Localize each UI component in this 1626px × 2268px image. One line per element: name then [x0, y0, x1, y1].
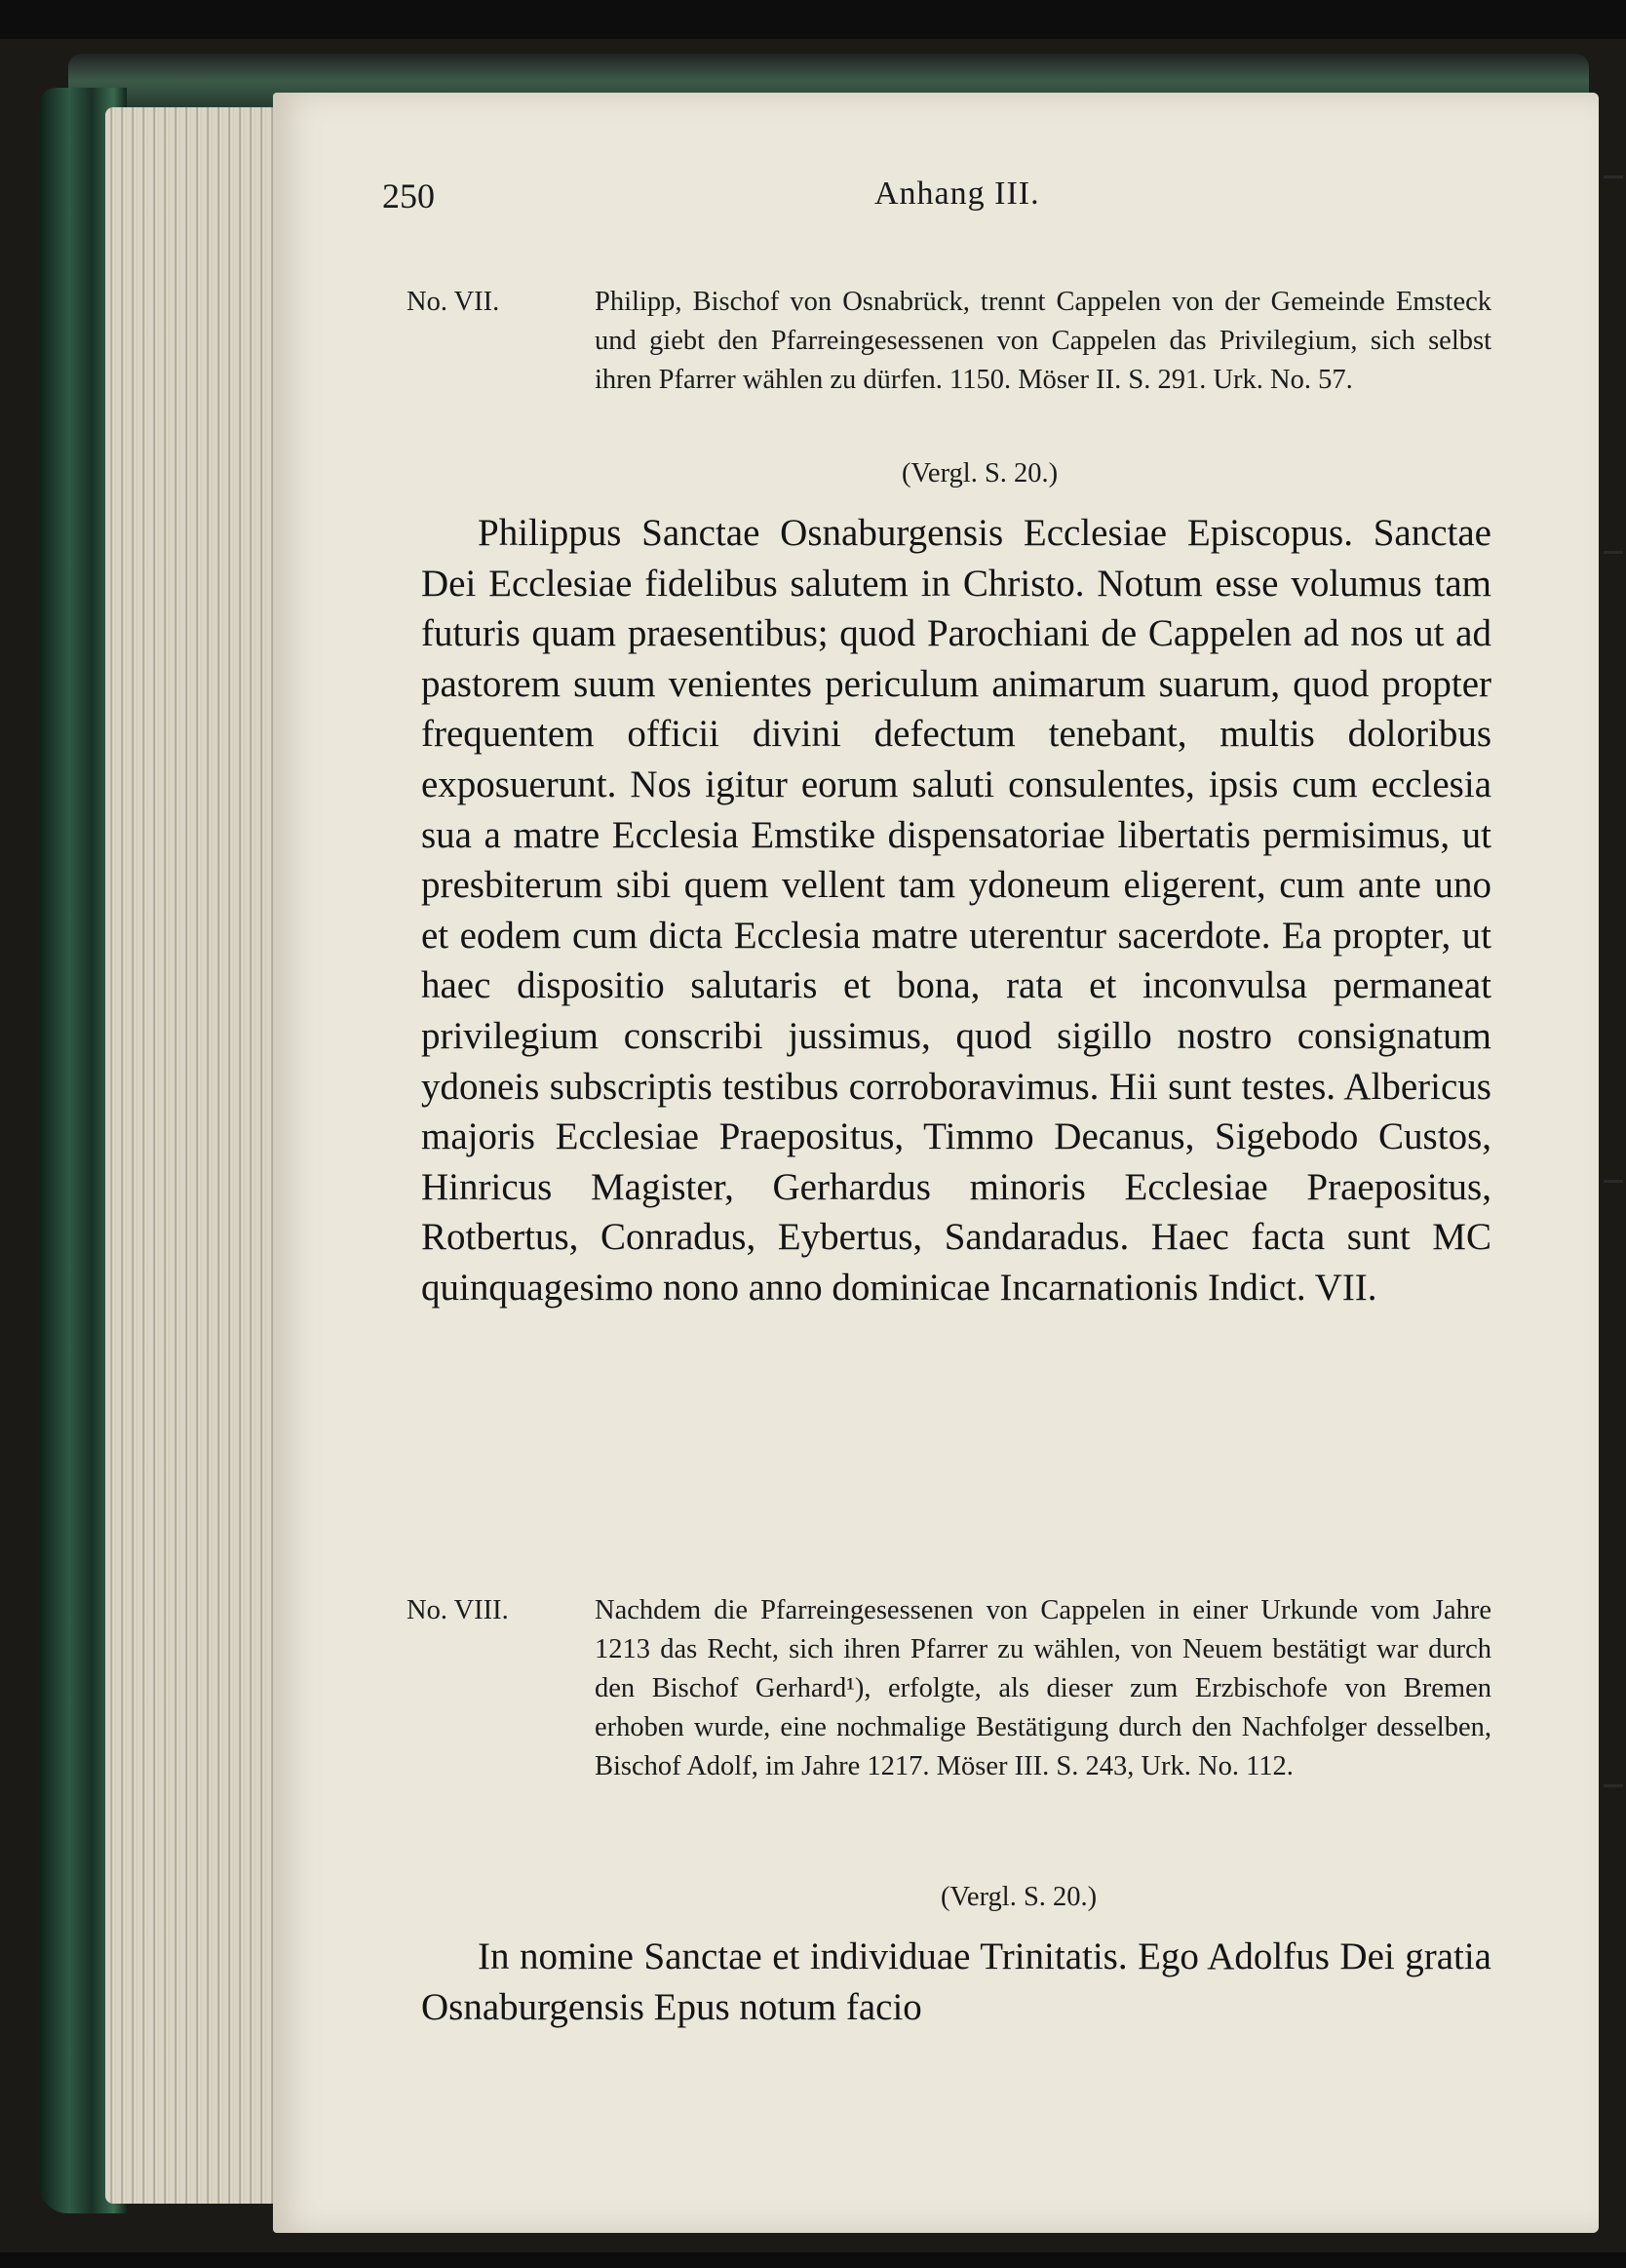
entry-number: No. VIII. [406, 1595, 509, 1625]
page-header [382, 176, 1489, 234]
charter-paragraph: Philippus Sanctae Osnaburgensis Ecclesiae Episcopus. Sanctae Dei Ecclesiae fidelibus salutem in Christo. Notum esse volumus tam futuris quam praesentibus; quod Parochiani de Cappelen ad nos ut ad pastorem suum venientes periculum animarum suarum, quod propter frequentem officii divini defectum tenebant, multis doloribus exposuerunt. Nos igitur eorum saluti consulentes, ipsis cum ecclesia sua a matre Ecclesia Emstike dispensatoriae libertatis permisimus, ut presbiterum sibi quem vellent tam ydoneum eligerent, cum ante uno et eodem cum dicta Ecclesia matre uterentur sacerdote. Ea propter, ut haec dispositio salutaris et bona, rata et inconvulsa permaneat privilegium conscribi jussimus, quod sigillo nostro consignatum ydoneis subscriptis testibus corroboravimus. Hii sunt testes. Albericus majoris Ecclesiae Praepositus, Timmo Decanus, Sigebodo Custos, Hinricus Magister, Gerhardus minoris Ecclesiae Praepositus, Rotbertus, Conradus, Eybertus, Sandaradus. Haec facta sunt MC quinquagesimo nono anno dominicae Incarnationis Indict. VII. [421, 512, 1491, 1309]
running-head: Anhang III. [874, 176, 1040, 212]
charter-paragraph: In nomine Sanctae et individuae Trinitatis. Ego Adolfus Dei gratia Osnaburgensis Epus notum facio [421, 1936, 1491, 2028]
latin-charter-text [421, 1932, 1491, 2032]
page-number: 250 [382, 176, 435, 215]
entry-number: No. VII. [406, 287, 500, 317]
page-edge-mark [1604, 551, 1623, 554]
cross-reference: (Vergl. S. 20.) [941, 1882, 1098, 1912]
latin-charter-text [421, 508, 1491, 1313]
page-edge-mark [1604, 1180, 1623, 1183]
entry-summary: Nachdem die Pfarreingesessenen von Cappelen in einer Urkunde vom Jahre 1213 das Recht, sich ihren Pfarrer zu wählen, von Neuem bestätigt war durch den Bischof Gerhard¹), erfolgte, als dieser zum Erzbischofe von Bremen erhoben wurde, eine nochmalige Bestätigung durch den Nachfolger desselben, Bischof Adolf, im Jahre 1217. Möser III. S. 243, Urk. No. 112. [595, 1595, 1491, 1781]
document-entry-8 [406, 1591, 1491, 1786]
entry-summary: Philipp, Bischof von Osnabrück, trennt Cappelen von der Gemeinde Emsteck und giebt den Pfarreingesessenen von Cappelen das Privilegium, sich selbst ihren Pfarrer wählen zu dürfen. 1150. Möser II. S. 291. Urk. No. 57. [595, 287, 1491, 395]
document-entry-7 [406, 283, 1491, 400]
page-edge-mark [1604, 1784, 1623, 1787]
page-stack-edges [105, 107, 300, 2204]
cross-reference: (Vergl. S. 20.) [902, 458, 1059, 489]
page-edge-mark [1604, 176, 1623, 178]
